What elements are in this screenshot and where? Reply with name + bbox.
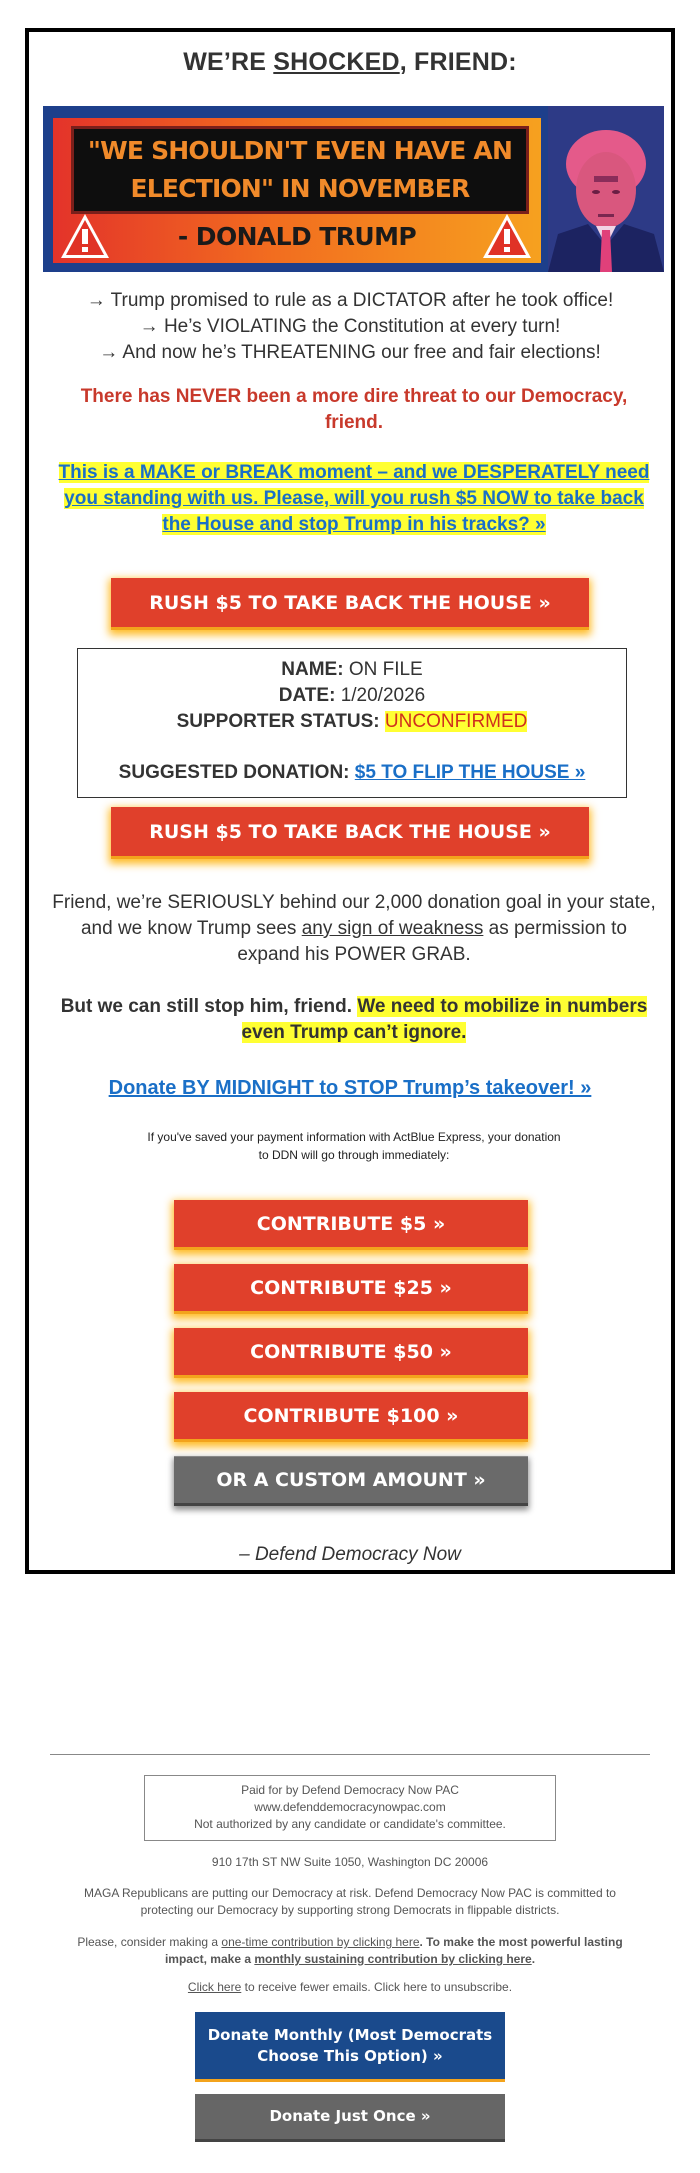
date-value: 1/20/2026	[340, 685, 426, 706]
banner-quote-line-2: ELECTION" IN NOVEMBER	[130, 174, 470, 203]
warning-icon	[59, 212, 111, 260]
monthly-contribution-link[interactable]: monthly sustaining contribution by clicking here	[254, 1952, 532, 1966]
goal-paragraph	[49, 890, 659, 968]
donate-monthly-button[interactable]: Donate Monthly (Most Democrats Choose This Option) »	[195, 2012, 505, 2082]
warning-icon	[481, 212, 533, 260]
intro-line-3: → And now he’s THREATENING our free and fair elections!	[99, 342, 601, 363]
rush-5-button[interactable]: RUSH $5 TO TAKE BACK THE HOUSE »	[111, 807, 589, 859]
donate-once-button[interactable]: Donate Just Once »	[195, 2094, 505, 2142]
custom-amount-button[interactable]: OR A CUSTOM AMOUNT »	[174, 1456, 528, 1506]
consider-line-1	[50, 1934, 650, 1951]
name-label: NAME:	[281, 659, 344, 680]
signature: – Defend Democracy Now	[239, 1544, 461, 1565]
footer-address: 910 17th ST NW Suite 1050, Washington DC 20006	[211, 1855, 489, 1869]
status-badge: UNCONFIRMED	[384, 711, 528, 732]
trump-portrait-image	[548, 106, 664, 272]
mobilize-text-pre: But we can still stop him, friend.	[60, 996, 358, 1017]
plea-link[interactable]: This is a MAKE or BREAK moment – and we DESPERATELY need you standing with us. Please, will you rush $5 NOW to take back the House and stop Trump in his tracks? »	[58, 462, 650, 535]
mission-line-1: MAGA Republicans are putting our Democracy at risk. Defend Democracy Now PAC is committed to	[84, 1886, 616, 1900]
actblue-express-note	[119, 1128, 589, 1164]
intro-line-1: → Trump promised to rule as a DICTATOR after he took office!	[86, 290, 614, 311]
plea-paragraph	[49, 460, 659, 538]
red-alert-text: There has NEVER been a more dire threat to our Democracy, friend.	[80, 386, 628, 433]
goal-text-underline: any sign of weakness	[301, 918, 484, 939]
consider-mid-2: impact, make a	[164, 1952, 255, 1966]
intro-line-2: → He’s VIOLATING the Constitution at every turn!	[139, 316, 561, 337]
goal-text-pre: Friend, we’re SERIOUSLY behind our 2,000 donation goal in your state, and we know Trump sees	[52, 892, 656, 939]
website-text: www.defenddemocracynowpac.com	[254, 1800, 446, 1814]
flip-house-link[interactable]: $5 TO FLIP THE HOUSE »	[354, 762, 586, 783]
headline-post: , FRIEND:	[399, 48, 517, 76]
headline-underlined: SHOCKED	[273, 48, 400, 76]
contribute-50-button[interactable]: CONTRIBUTE $50 »	[174, 1328, 528, 1378]
intro-lines	[29, 288, 671, 366]
headline-pre: WE’RE	[183, 48, 274, 76]
rush-5-button[interactable]: RUSH $5 TO TAKE BACK THE HOUSE »	[111, 578, 589, 630]
fewer-emails-text: to receive fewer emails. Click here to unsubscribe.	[241, 1980, 513, 1994]
midnight-donate-line	[29, 1077, 671, 1100]
footer-consider	[50, 1934, 650, 1968]
headline	[29, 48, 671, 77]
not-authorized-text: Not authorized by any candidate or candidate's committee.	[194, 1817, 506, 1831]
paid-by-text: Paid for by Defend Democracy Now PAC	[241, 1783, 459, 1797]
express-note-line-1: If you've saved your payment information with ActBlue Express, your donation	[147, 1130, 561, 1144]
info-suggested-row	[78, 762, 626, 784]
mobilize-text-highlight: We need to mobilize in numbers even Trump can’t ignore.	[241, 996, 648, 1043]
banner-quote-line-1: "WE SHOULDN'T EVEN HAVE AN	[87, 136, 513, 165]
one-time-contribution-link[interactable]: one-time contribution by clicking here	[221, 1935, 420, 1949]
goal-text-post: as permission to expand his POWER GRAB.	[237, 918, 627, 965]
consider-end: .	[531, 1952, 536, 1966]
quote-banner[interactable]	[43, 106, 658, 262]
supporter-info-box	[77, 648, 627, 798]
footer-fewer-emails	[50, 1979, 650, 1996]
fewer-emails-link[interactable]: Click here	[187, 1980, 242, 1994]
contribute-100-button[interactable]: CONTRIBUTE $100 »	[174, 1392, 528, 1442]
consider-line-2	[50, 1951, 650, 1968]
footer-mission	[50, 1885, 650, 1919]
contribute-5-button[interactable]: CONTRIBUTE $5 »	[174, 1200, 528, 1250]
email-card	[25, 28, 675, 1574]
mobilize-paragraph	[49, 994, 659, 1046]
banner-gradient	[53, 118, 541, 263]
midnight-donate-link[interactable]: Donate BY MIDNIGHT to STOP Trump’s takeover! »	[108, 1077, 592, 1099]
paid-for-disclaimer	[144, 1775, 556, 1841]
express-note-line-2: to DDN will go through immediately:	[258, 1148, 450, 1162]
status-label: SUPPORTER STATUS:	[176, 711, 380, 732]
info-date-row	[78, 685, 626, 707]
date-label: DATE:	[278, 685, 336, 706]
suggested-label: SUGGESTED DONATION:	[118, 762, 350, 783]
banner-frame	[43, 106, 548, 272]
banner-attribution: - DONALD TRUMP	[177, 222, 417, 251]
info-status-row	[78, 711, 626, 733]
contribute-25-button[interactable]: CONTRIBUTE $25 »	[174, 1264, 528, 1314]
footer-divider	[50, 1754, 650, 1755]
consider-pre: Please, consider making a	[77, 1935, 222, 1949]
info-name-row	[78, 659, 626, 681]
mission-line-2: protecting our Democracy by supporting strong Democrats in flippable districts.	[140, 1903, 560, 1917]
name-value: ON FILE	[348, 659, 423, 680]
banner-quote-box	[71, 126, 529, 214]
consider-mid: . To make the most powerful lasting	[419, 1935, 623, 1949]
